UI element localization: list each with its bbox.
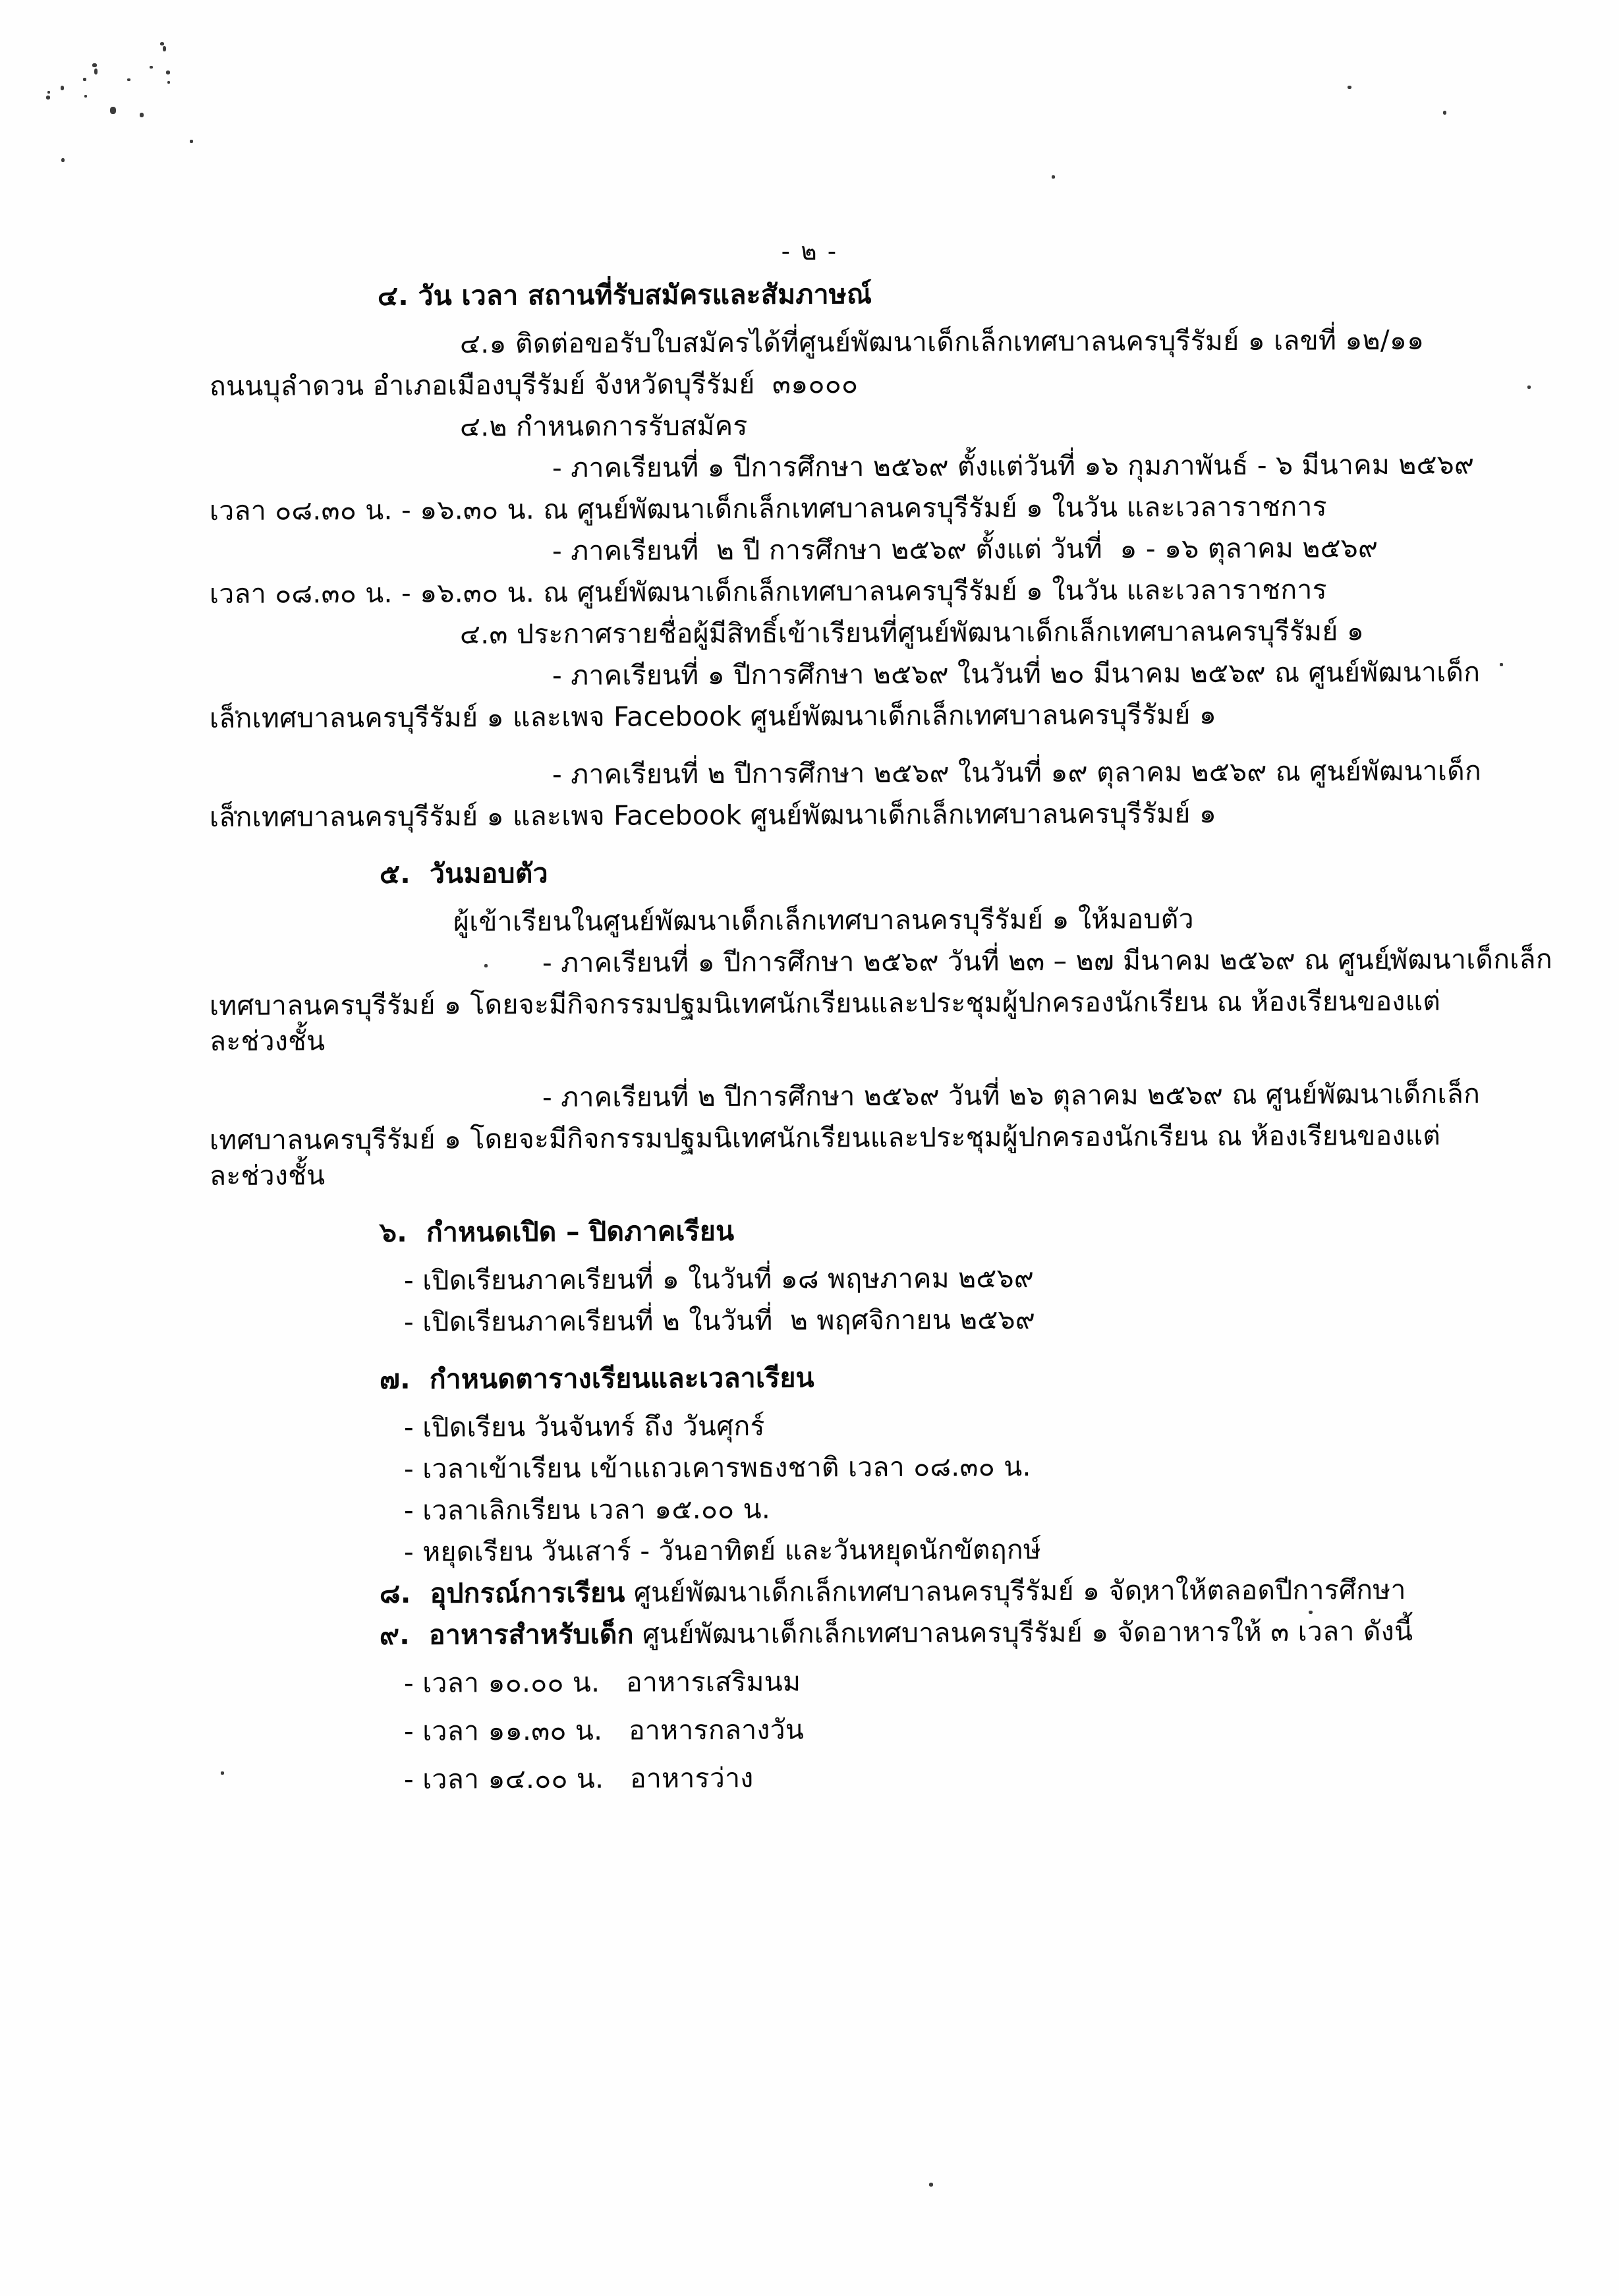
scan-speck	[46, 96, 50, 100]
line-4-3-term1: - ภาคเรียนที่ ๑ ปีการศึกษา ๒๕๖๙ ในวันที่ ๒๐ มีนาคม ๒๕๖๙ ณ ศูนย์พัฒนาเด็ก	[552, 656, 1481, 692]
line-9-meal-1: - เวลา ๑๐.๐๐ น. อาหารเสริมนม	[403, 1665, 801, 1699]
line-5-term1-cont: เทศบาลนครบุรีรัมย์ ๑ โดยจะมีกิจกรรมปฐมนิเทศนักเรียนและประชุมผู้ปกครองนักเรียน ณ ห้องเรียนของแต่	[209, 985, 1441, 1021]
section-heading-4: ๔. วัน เวลา สถานที่รับสมัครและสัมภาษณ์	[377, 278, 872, 312]
line-5-term2-cont: เทศบาลนครบุรีรัมย์ ๑ โดยจะมีกิจกรรมปฐมนิเทศนักเรียนและประชุมผู้ปกครองนักเรียน ณ ห้องเรียนของแต่	[209, 1119, 1441, 1156]
scan-speck	[1500, 663, 1503, 666]
scan-speck	[929, 2183, 933, 2187]
section-heading-9	[210, 1615, 1413, 1651]
section-heading-6: ๖. กำหนดเปิด – ปิดภาคเรียน	[379, 1215, 735, 1249]
scan-speck	[190, 140, 193, 143]
section-heading-7: ๗. กำหนดตารางเรียนและเวลาเรียน	[379, 1362, 814, 1396]
line-5-term1-cont2: ละช่วงชั้น	[209, 1025, 326, 1057]
line-4-1-cont: ถนนบุลำดวน อำเภอเมืองบุรีรัมย์ จังหวัดบุรีรัมย์ ๓๑๐๐๐	[209, 368, 859, 402]
line-5-term2: - ภาคเรียนที่ ๒ ปีการศึกษา ๒๕๖๙ วันที่ ๒๖ ตุลาคม ๒๕๖๙ ณ ศูนย์พัฒนาเด็กเล็ก	[542, 1077, 1481, 1114]
line-4-1: ๔.๑ ติดต่อขอรับใบสมัครได้ที่ศูนย์พัฒนาเด็กเล็กเทศบาลนครบุรีรัมย์ ๑ เลขที่ ๑๒/๑๑	[459, 324, 1425, 360]
scan-speck	[1443, 111, 1446, 115]
text-column	[209, 278, 1552, 1795]
scan-speck	[1348, 86, 1351, 89]
section-heading-9-label: ๙. อาหารสำหรับเด็ก	[379, 1618, 634, 1651]
line-4-2-term1: - ภาคเรียนที่ ๑ ปีการศึกษา ๒๕๖๙ ตั้งแต่วันที่ ๑๖ กุมภาพันธ์ - ๖ มีนาคม ๒๕๖๙	[552, 448, 1475, 484]
line-4-2: ๔.๒ กำหนดการรับสมัคร	[459, 409, 748, 443]
scan-speck	[61, 86, 64, 90]
scan-speck	[127, 78, 130, 81]
line-6-open-term2: - เปิดเรียนภาคเรียนที่ ๒ ในวันที่ ๒ พฤศจิกายน ๒๕๖๙	[403, 1304, 1036, 1338]
section-heading-9-tail: ศูนย์พัฒนาเด็กเล็กเทศบาลนครบุรีรัมย์ ๑ จัดอาหารให้ ๓ เวลา ดังนี้	[633, 1615, 1413, 1650]
line-5-intro: ผู้เข้าเรียนในศูนย์พัฒนาเด็กเล็กเทศบาลนครบุรีรัมย์ ๑ ให้มอบตัว	[453, 903, 1194, 938]
line-7-end: - เวลาเลิกเรียน เวลา ๑๕.๐๐ น.	[403, 1493, 771, 1526]
line-4-3-term1-cont: เล็กเทศบาลนครบุรีรัมย์ ๑ และเพจ Facebook ศูนย์พัฒนาเด็กเล็กเทศบาลนครบุรีรัมย์ ๑	[209, 699, 1217, 734]
section-heading-5: ๕. วันมอบตัว	[379, 857, 548, 890]
scan-speck	[83, 78, 86, 81]
scan-speck	[166, 71, 170, 74]
scan-speck	[47, 91, 50, 94]
line-4-2-term1-cont: เวลา ๐๘.๓๐ น. - ๑๖.๓๐ น. ณ ศูนย์พัฒนาเด็กเล็กเทศบาลนครบุรีรัมย์ ๑ ในวัน และเวลาราชการ	[209, 490, 1327, 527]
scan-speck	[92, 63, 97, 67]
scan-speck	[110, 107, 116, 114]
scan-speck	[167, 81, 170, 84]
line-4-2-term2: - ภาคเรียนที่ ๒ ปี การศึกษา ๒๕๖๙ ตั้งแต่ วันที่ ๑ - ๑๖ ตุลาคม ๒๕๖๙	[552, 532, 1378, 567]
scan-speck	[94, 69, 98, 74]
line-4-3-term2-cont: เล็กเทศบาลนครบุรีรัมย์ ๑ และเพจ Facebook ศูนย์พัฒนาเด็กเล็กเทศบาลนครบุรีรัมย์ ๑	[209, 797, 1217, 833]
scan-speck	[84, 95, 87, 98]
line-4-3: ๔.๓ ประกาศรายชื่อผู้มีสิทธิ์เข้าเรียนที่ศูนย์พัฒนาเด็กเล็กเทศบาลนครบุรีรัมย์ ๑	[459, 615, 1365, 650]
line-4-3-term2: - ภาคเรียนที่ ๒ ปีการศึกษา ๒๕๖๙ ในวันที่ ๑๙ ตุลาคม ๒๕๖๙ ณ ศูนย์พัฒนาเด็ก	[552, 755, 1482, 791]
scan-speck	[1052, 175, 1055, 179]
line-5-term1: - ภาคเรียนที่ ๑ ปีการศึกษา ๒๕๖๙ วันที่ ๒๓ – ๒๗ มีนาคม ๒๕๖๙ ณ ศูนย์พัฒนาเด็กเล็ก	[542, 943, 1552, 979]
scan-speck	[1527, 386, 1531, 389]
scan-speck	[140, 113, 144, 117]
line-6-open-term1: - เปิดเรียนภาคเรียนที่ ๑ ในวันที่ ๑๘ พฤษภาคม ๒๕๖๙	[403, 1262, 1035, 1296]
line-7-start: - เวลาเข้าเรียน เข้าแถวเคารพธงชาติ เวลา ๐๘.๓๐ น.	[403, 1450, 1031, 1485]
page-number: - ๒ -	[781, 237, 838, 266]
line-9-meal-2: - เวลา ๑๑.๓๐ น. อาหารกลางวัน	[403, 1713, 805, 1747]
line-7-holiday: - หยุดเรียน วันเสาร์ - วันอาทิตย์ และวันหยุดนักขัตฤกษ์	[403, 1534, 1042, 1568]
section-heading-8	[210, 1574, 1406, 1610]
line-7-days: - เปิดเรียน วันจันทร์ ถึง วันศุกร์	[403, 1410, 765, 1443]
scan-speck	[160, 42, 164, 45]
scan-speck	[150, 66, 153, 69]
line-5-term2-cont2: ละช่วงชั้น	[209, 1159, 326, 1191]
line-4-2-term2-cont: เวลา ๐๘.๓๐ น. - ๑๖.๓๐ น. ณ ศูนย์พัฒนาเด็กเล็กเทศบาลนครบุรีรัมย์ ๑ ในวัน และเวลาราชการ	[209, 573, 1327, 610]
section-heading-8-label: ๘. อุปกรณ์การเรียน	[379, 1576, 625, 1610]
scan-speck	[163, 46, 166, 51]
section-heading-8-tail: ศูนย์พัฒนาเด็กเล็กเทศบาลนครบุรีรัมย์ ๑ จัดหาให้ตลอดปีการศึกษา	[625, 1574, 1406, 1609]
scan-speck	[61, 158, 65, 162]
line-9-meal-3: - เวลา ๑๔.๐๐ น. อาหารว่าง	[403, 1762, 754, 1795]
